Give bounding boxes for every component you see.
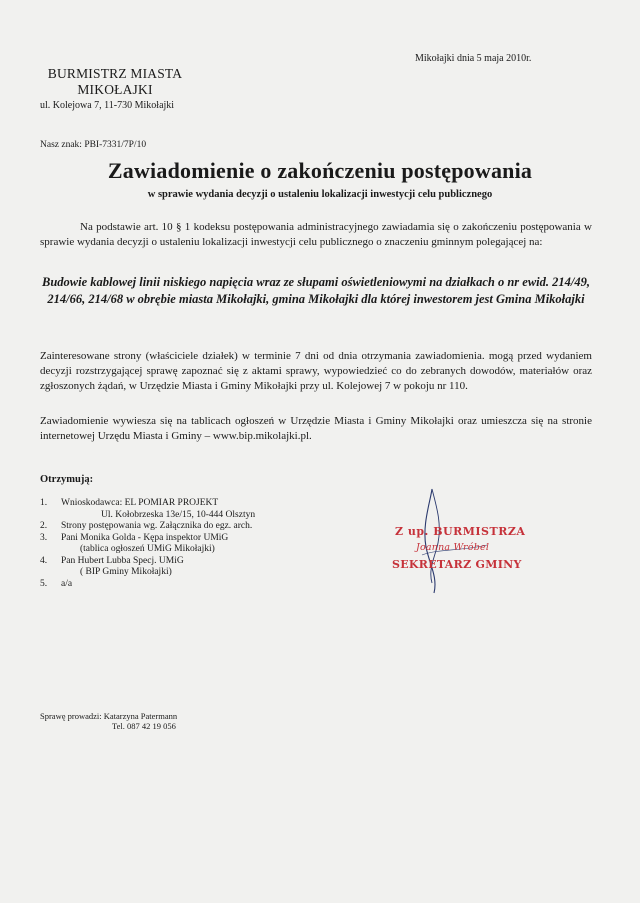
document-title: Zawiadomienie o zakończeniu postępowania	[107, 158, 533, 183]
parties-paragraph: Zainteresowane strony (właściciele działek) w terminie 7 dni od dnia otrzymania zawiadomienia. mogą przed wydaniem decyzji rozstrzygającej sprawę zapoznać się z aktami sprawy, wypowiedzieć co do zebranych dowodów, materiałów oraz zgłoszonych żądań, w Urzędzie Miasta i Gminy Mikołajki przy ul. Kolejowej 7 w pokoju nr 110.	[40, 350, 592, 392]
list-item	[40, 533, 370, 556]
issuer-line2: MIKOŁAJKI	[77, 82, 153, 97]
list-item	[40, 521, 370, 533]
list-item-line2: Ul. Kołobrzeska 13e/15, 10-444 Olsztyn	[101, 509, 256, 520]
document-subtitle: w sprawie wydania decyzji o ustaleniu lokalizacji inwestycji celu publicznego	[147, 189, 493, 200]
recipients-heading: Otrzymują:	[40, 474, 94, 485]
case-officer: Sprawę prowadzi: Katarzyna Patermann	[40, 711, 178, 721]
stamp-signature-name: Joanna Wróbel	[416, 542, 490, 553]
intro-paragraph-text: Na podstawie art. 10 § 1 kodeksu postępowania administracyjnego zawiadamia się o zakończeniu postępowania w sprawie wydania decyzji o ustaleniu lokalizacji inwestycji celu publicznego o znaczeniu gminnym polegającej na:	[40, 221, 592, 248]
stamp-line1: Z up. BURMISTRZA	[395, 525, 526, 538]
case-officer-phone: Tel. 087 42 19 056	[112, 721, 176, 731]
signature-mark	[392, 485, 542, 595]
publication-paragraph: Zawiadomienie wywiesza się na tablicach ogłoszeń w Urzędzie Miasta i Gminy Mikołajki oraz umieszcza się na stronie internetowej Urzędu Miasta i Gminy – www.bip.mikolajki.pl.	[40, 415, 592, 442]
issuer-name	[40, 66, 190, 98]
document-date: Mikołajki dnia 5 maja 2010r.	[415, 53, 532, 64]
investment-subject: Budowie kablowej linii niskiego napięcia wraz ze słupami oświetleniowymi na działkach o nr ewid. 214/49, 214/66, 214/68 w obrębie miasta Mikołajki, gmina Mikołajki dla której inwestorem jest Gmina Mikołajki	[42, 275, 590, 306]
list-item-line1: a/a	[61, 578, 73, 589]
issuer-line1: BURMISTRZ MIASTA	[47, 66, 183, 81]
stamp-line3: SEKRETARZ GMINY	[392, 558, 522, 571]
reference-number: Nasz znak: PBI-7331/7P/10	[40, 140, 147, 150]
list-item-line1: Wnioskodawca: EL POMIAR PROJEKT	[61, 498, 219, 508]
list-item	[40, 579, 370, 591]
intro-paragraph	[40, 220, 592, 250]
list-item-line1: Pan Hubert Lubba Specj. UMiG	[61, 555, 184, 566]
list-item-number: 3.	[40, 532, 48, 543]
list-item	[40, 556, 370, 579]
issuer-address: ul. Kolejowa 7, 11-730 Mikołajki	[40, 100, 175, 111]
list-item-line2: (tablica ogłoszeń UMiG Mikołajki)	[80, 544, 215, 554]
recipients-list	[40, 498, 370, 590]
list-item-line1: Pani Monika Golda - Kępa inspektor UMiG	[61, 532, 229, 543]
official-stamp	[392, 485, 542, 595]
list-item-number: 1.	[40, 498, 48, 508]
list-item-line1: Strony postępowania wg. Załącznika do egz. arch.	[61, 521, 253, 531]
list-item-line2: ( BIP Gminy Mikołajki)	[80, 567, 172, 577]
list-item	[40, 498, 370, 521]
list-item-number: 4.	[40, 555, 48, 566]
list-item-number: 5.	[40, 578, 48, 589]
list-item-number: 2.	[40, 521, 48, 531]
